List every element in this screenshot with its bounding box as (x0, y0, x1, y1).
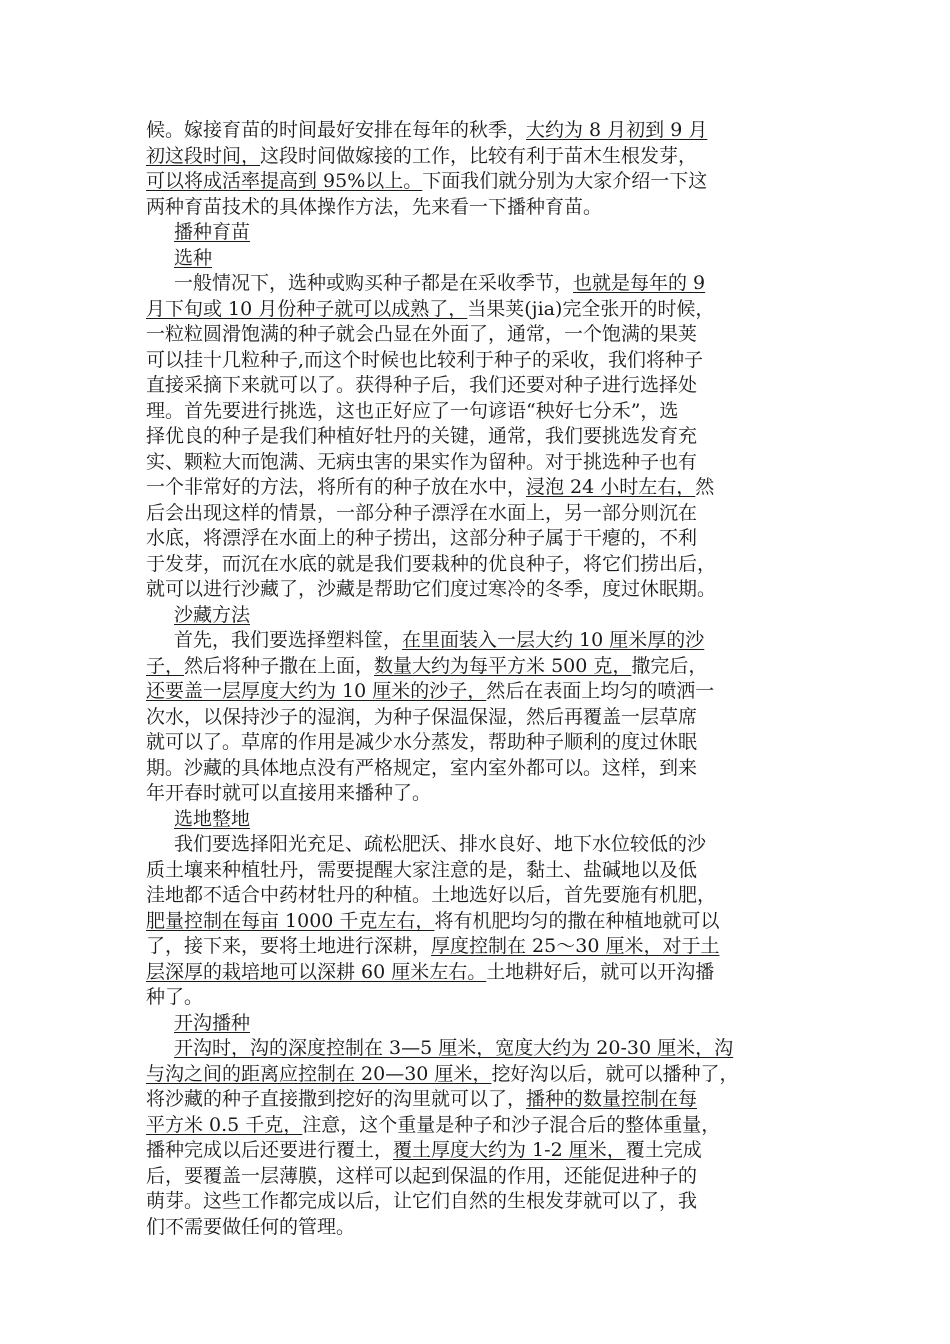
text-line (146, 883, 814, 909)
text-line (146, 858, 814, 884)
underlined-text: 可以将成活率提高到 95%以上。 (146, 170, 423, 192)
body-text: 将有机肥均匀的撒在种植地就可以 (434, 909, 720, 932)
underlined-text: 播种育苗 (174, 221, 251, 243)
text-line (146, 195, 814, 221)
body-text: 然后在表面上均匀的喷洒一 (486, 680, 715, 702)
body-text: 可以挂十几粒种子,而这个时候也比较利于种子的采收，我们将种子 (146, 348, 704, 371)
text-line (146, 985, 814, 1011)
text-line (146, 730, 814, 756)
body-text: 于发芽，而沉在水底的就是我们要栽种的优良种子，将它们捞出后， (146, 552, 717, 575)
body-text: 当果荚(jia)完全张开的时候， (467, 297, 715, 320)
body-text: 种了。 (146, 986, 204, 1008)
text-line (146, 1087, 814, 1113)
body-text: 次水，以保持沙子的湿润，为种子保温保湿，然后再覆盖一层草席 (146, 705, 698, 728)
text-line (146, 399, 814, 425)
text-line (146, 246, 814, 272)
text-line (146, 552, 814, 578)
body-text: 们不需要做任何的管理。 (146, 1215, 356, 1238)
text-line (146, 807, 814, 833)
body-text: 萌芽。这些工作都完成以后，让它们自然的生根发芽就可以了，我 (146, 1190, 698, 1212)
text-line (146, 450, 814, 476)
body-text: 实、颗粒大而饱满、无病虫害的果实作为留种。对于挑选种子也有 (146, 450, 698, 473)
text-line (146, 118, 814, 144)
text-line (146, 705, 814, 731)
text-line (146, 603, 814, 629)
underlined-text: 层深厚的栽培地可以深耕 60 厘米左右。 (146, 960, 487, 983)
underlined-text: 在里面装入一层大约 10 厘米厚的沙 (402, 629, 705, 651)
body-text: 候。嫁接育苗的时间最好安排在每年的秋季， (146, 119, 527, 141)
text-line (146, 220, 814, 246)
body-text: 覆土完成 (625, 1139, 702, 1161)
text-line (146, 960, 814, 986)
body-text: 了，接下来，要将土地进行深耕， (146, 935, 432, 957)
body-text: 后，要覆盖一层薄膜，这样可以起到保温的作用，还能促进种子的 (146, 1164, 698, 1187)
underlined-text: 还要盖一层厚度大约为 10 厘米的沙子， (146, 680, 487, 702)
text-line (146, 297, 814, 323)
text-line (146, 144, 814, 170)
text-line (146, 577, 814, 603)
body-text: 首先，我们要选择塑料筐， (174, 629, 403, 651)
text-line (146, 501, 814, 527)
body-text: 理。首先要进行挑选，这也正好应了一句谚语“秧好七分禾”，选 (146, 399, 679, 422)
body-text: 两种育苗技术的具体操作方法，先来看一下播种育苗。 (146, 195, 603, 218)
body-text: 我们要选择阳光充足、疏松肥沃、排水良好、地下水位较低的沙 (174, 833, 707, 855)
text-line (146, 1062, 814, 1088)
underlined-text: 浸泡 24 小时左右， (526, 476, 696, 498)
body-text: 一般情况下，选种或购买种子都是在采收季节， (174, 272, 574, 294)
body-text: 质土壤来种植牡丹，需要提醒大家注意的是，黏土、盐碱地以及低 (146, 858, 698, 881)
body-text: 一粒粒圆滑饱满的种子就会凸显在外面了，通常，一个饱满的果荚 (146, 323, 698, 345)
body-text: 土地耕好后，就可以开沟播 (486, 960, 715, 983)
text-line (146, 1113, 814, 1139)
underlined-text: 也就是每年的 9 (573, 272, 706, 294)
underlined-text: 数量大约为每平方米 500 克， (374, 654, 632, 677)
underlined-text: 开沟时，沟的深度控制在 3—5 厘米，宽度大约为 20-30 厘米，沟 (174, 1037, 734, 1059)
body-text: 挖好沟以后，就可以播种了， (491, 1062, 739, 1085)
underlined-text: 沙藏方法 (174, 603, 251, 626)
text-line (146, 909, 814, 935)
underlined-text: 覆土厚度大约为 1-2 厘米， (393, 1139, 626, 1161)
body-text: 洼地都不适合中药材牡丹的种植。土地选好以后，首先要施有机肥， (146, 884, 717, 906)
text-line (146, 526, 814, 552)
text-line (146, 654, 814, 680)
underlined-text: 厚度控制在 25～30 厘米，对于土 (431, 935, 720, 957)
underlined-text: 开沟播种 (174, 1011, 251, 1034)
body-text: 年开春时就可以直接用来播种了。 (146, 782, 432, 804)
body-text: 将沙藏的种子直接撒到挖好的沟里就可以了， (146, 1088, 527, 1110)
body-text: 注意，这个重量是种子和沙子混合后的整体重量， (302, 1113, 721, 1136)
text-line (146, 832, 814, 858)
body-text: 就可以进行沙藏了，沙藏是帮助它们度过寒冷的冬季，度过休眠期。 (146, 578, 717, 600)
body-text: 下面我们就分别为大家介绍一下这 (422, 170, 708, 192)
text-line (146, 1036, 814, 1062)
text-line (146, 934, 814, 960)
text-line (146, 1215, 814, 1241)
text-line (146, 1189, 814, 1215)
text-line (146, 679, 814, 705)
text-line (146, 424, 814, 450)
underlined-text: 与沟之间的距离应控制在 20—30 厘米， (146, 1062, 492, 1085)
underlined-text: 大约为 8 月初到 9 月 (526, 119, 708, 141)
body-text: 择优良的种子是我们种植好牡丹的关键，通常，我们要挑选发育充 (146, 425, 698, 447)
body-text: 水底，将漂浮在水面上的种子捞出，这部分种子属于干瘪的，不利 (146, 527, 698, 549)
text-line (146, 373, 814, 399)
body-text: 这段时间做嫁接的工作，比较有利于苗木生根发芽， (260, 144, 698, 167)
underlined-text: 初这段时间， (146, 144, 261, 167)
underlined-text: 选种 (174, 246, 213, 269)
body-text: 撒完后， (631, 654, 708, 677)
underlined-text: 月下旬或 10 月份种子就可以成熟了， (146, 297, 468, 320)
body-text: 然后将种子撒在上面， (184, 654, 375, 677)
text-line (146, 756, 814, 782)
underlined-text: 子， (146, 654, 185, 677)
document-body (146, 118, 814, 1240)
body-text: 播种完成以后还要进行覆土， (146, 1139, 394, 1161)
underlined-text: 播种的数量控制在每 (526, 1088, 698, 1110)
body-text: 一个非常好的方法，将所有的种子放在水中， (146, 476, 527, 498)
text-line (146, 322, 814, 348)
text-line (146, 348, 814, 374)
text-line (146, 1011, 814, 1037)
underlined-text: 选地整地 (174, 807, 251, 830)
body-text: 就可以了。草席的作用是减少水分蒸发，帮助种子顺利的度过休眠 (146, 731, 698, 753)
text-line (146, 475, 814, 501)
text-line (146, 628, 814, 654)
body-text: 后会出现这样的情景，一部分种子漂浮在水面上，另一部分则沉在 (146, 501, 698, 524)
text-line (146, 169, 814, 195)
underlined-text: 肥量控制在每亩 1000 千克左右， (146, 909, 435, 932)
body-text: 期。沙藏的具体地点没有严格规定，室内室外都可以。这样，到来 (146, 756, 698, 779)
text-line (146, 781, 814, 807)
text-line (146, 271, 814, 297)
body-text: 然 (695, 476, 715, 498)
text-line (146, 1164, 814, 1190)
text-line (146, 1138, 814, 1164)
body-text: 直接采摘下来就可以了。获得种子后，我们还要对种子进行选择处 (146, 374, 698, 396)
underlined-text: 平方米 0.5 千克， (146, 1113, 303, 1136)
